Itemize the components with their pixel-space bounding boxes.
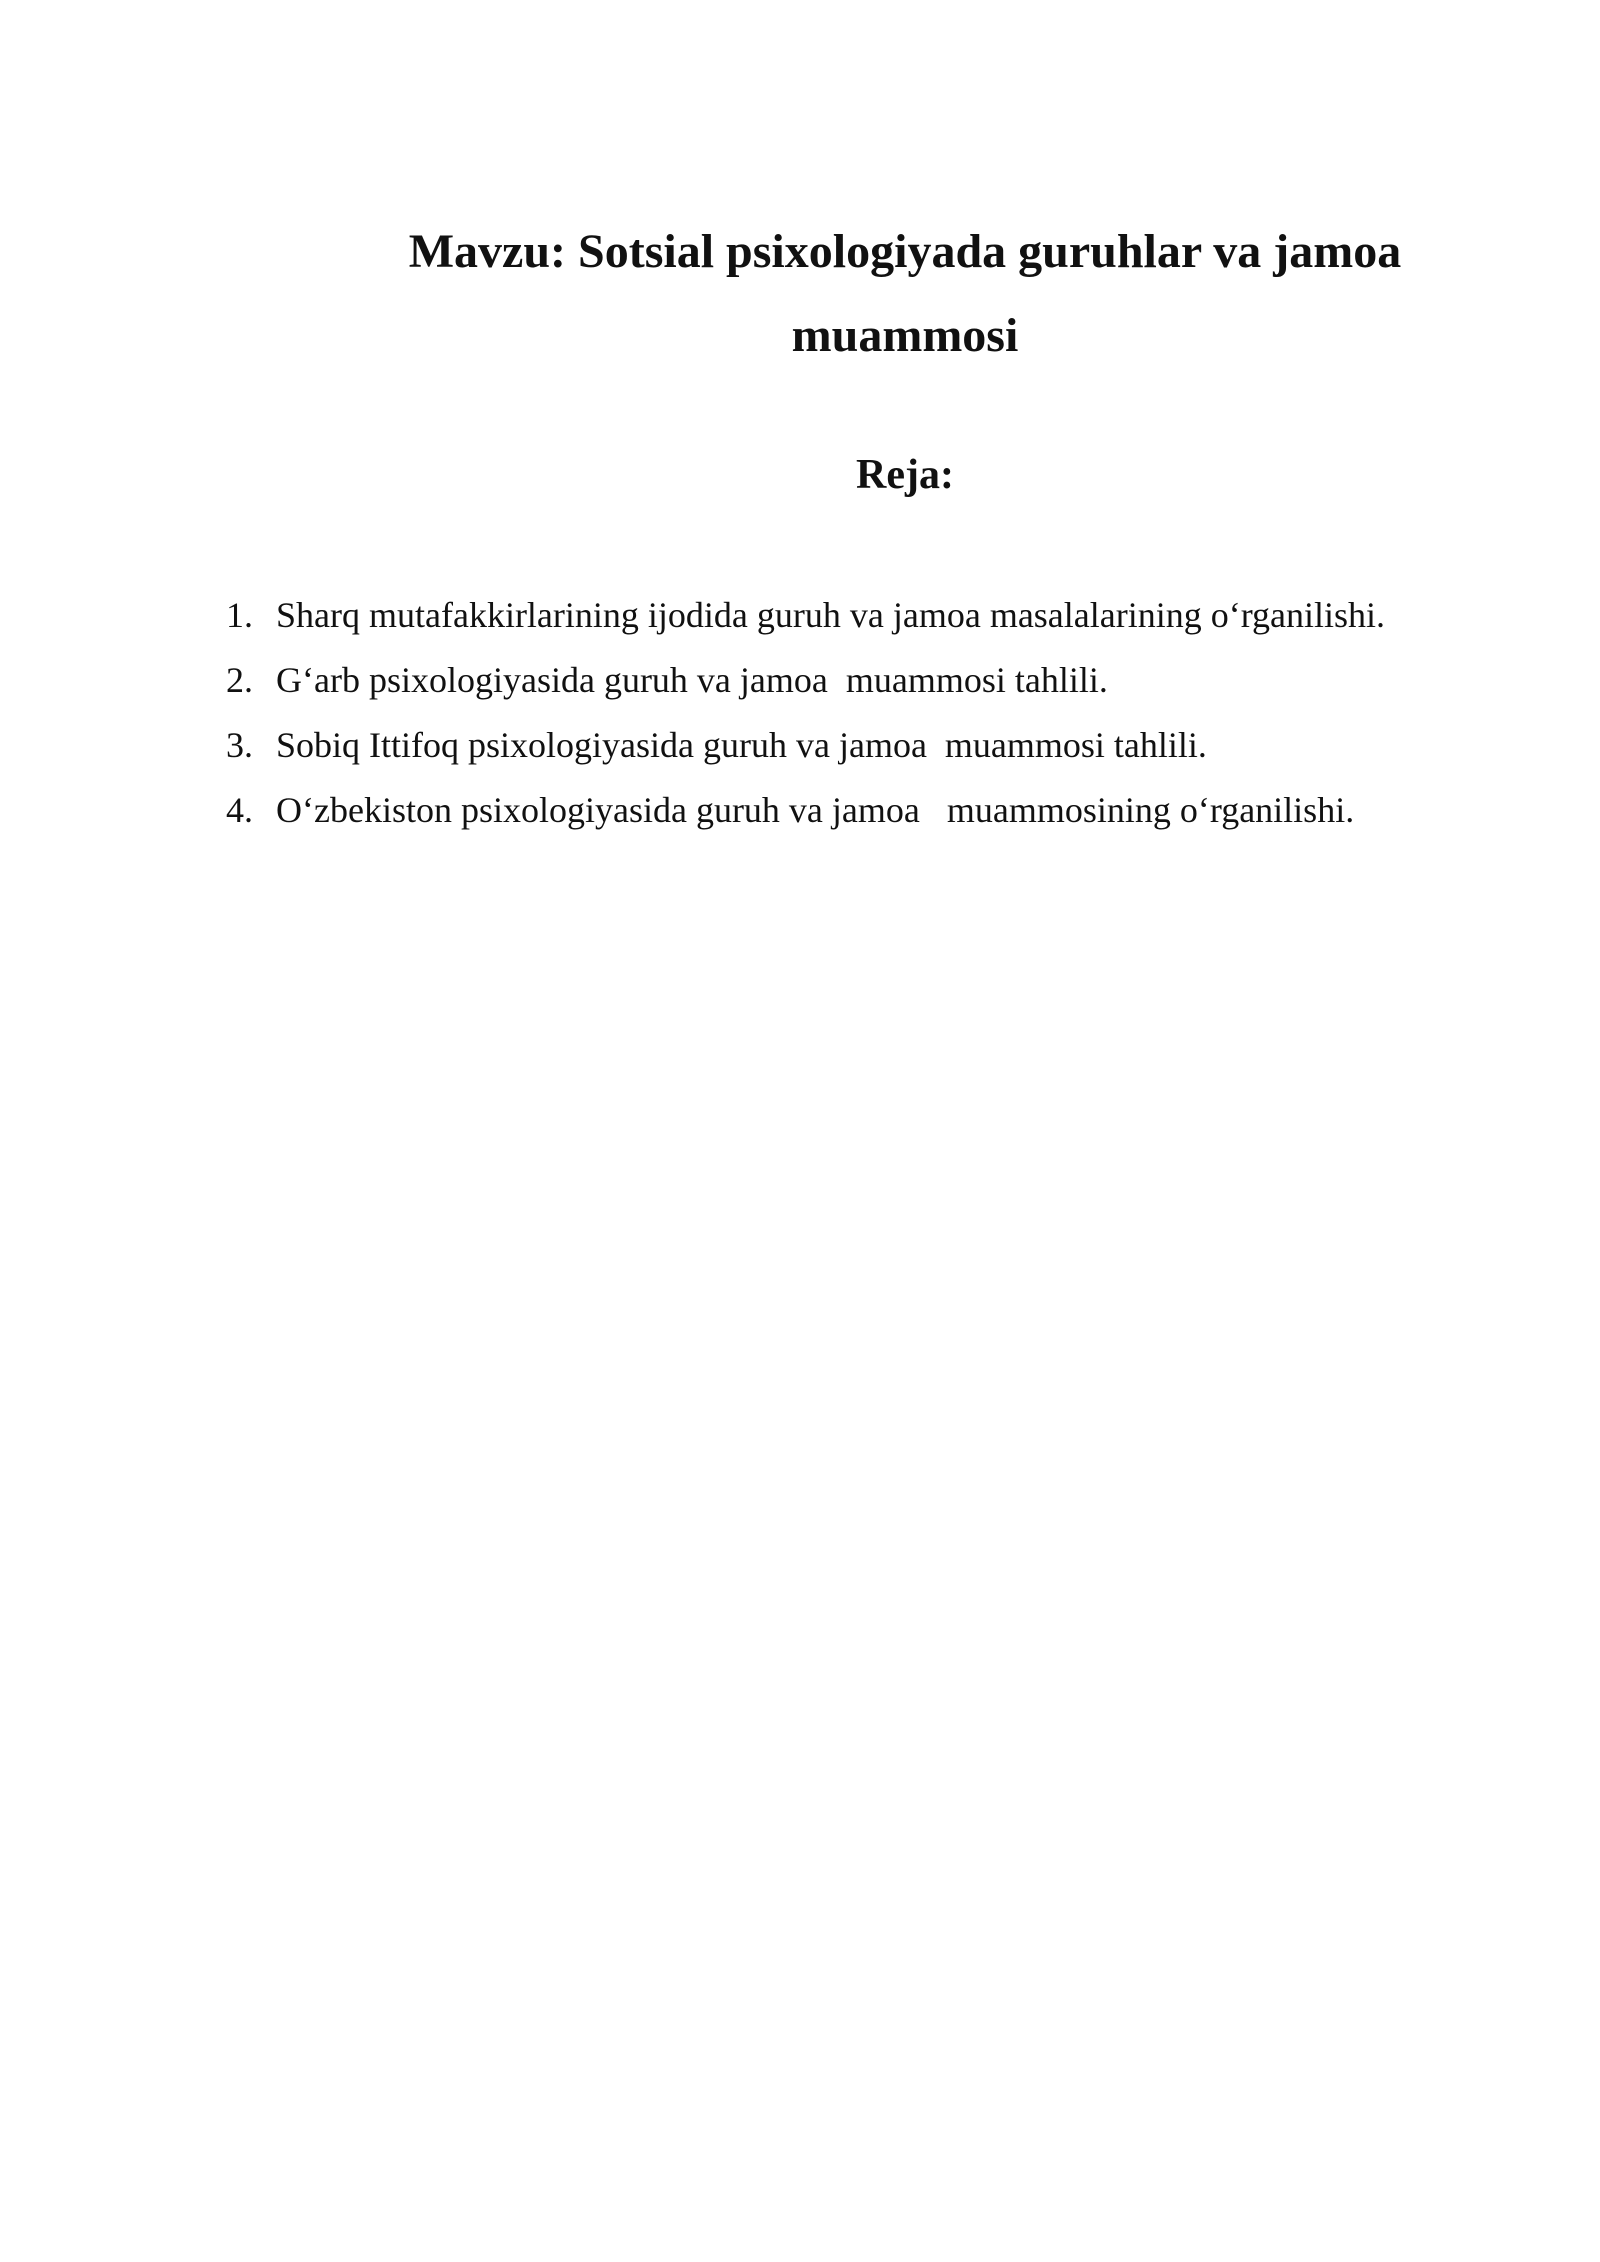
document-title: Mavzu: Sotsial psixologiyada guruhlar va jamoa muammosi [408, 225, 1402, 362]
plan-heading: Reja: [856, 452, 954, 498]
plan-item-text: Sharq mutafakkirlarining ijodida guruh va jamoa masalalarining o‘rganilishi. [276, 595, 1386, 635]
plan-item [226, 713, 1526, 778]
plan-item-number: 3. [226, 725, 253, 765]
plan-item-number: 2. [226, 660, 253, 700]
plan-item-number: 1. [226, 595, 253, 635]
plan-list [226, 583, 1526, 843]
plan-item-text: G‘arb psixologiyasida guruh va jamoa muammosi tahlili. [276, 660, 1108, 700]
plan-item-text: Sobiq Ittifoq psixologiyasida guruh va jamoa muammosi tahlili. [276, 725, 1207, 765]
plan-item [226, 778, 1526, 843]
plan-item [226, 648, 1526, 713]
plan-item [226, 583, 1526, 648]
plan-item-text: O‘zbekiston psixologiyasida guruh va jamoa muammosining o‘rganilishi. [276, 790, 1355, 830]
plan-item-number: 4. [226, 790, 253, 830]
